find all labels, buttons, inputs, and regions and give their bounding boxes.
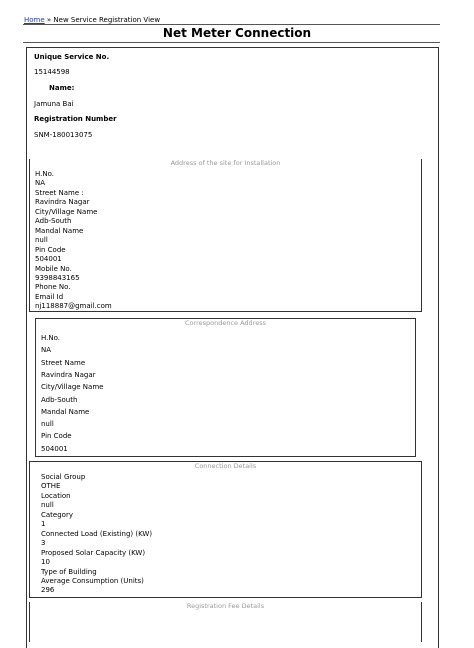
- registration-fee-section: [29, 602, 422, 642]
- field-line: null: [41, 501, 54, 510]
- connection-legend: Connection Details: [194, 462, 257, 470]
- field-line: Street Name: [41, 358, 86, 367]
- field-line: H.No.: [41, 334, 60, 342]
- field-line: Mandal Name: [35, 226, 84, 235]
- breadcrumb-home-link[interactable]: Home: [24, 16, 45, 24]
- field-line: 9398843165: [35, 273, 80, 282]
- field-line: OTHE: [41, 482, 61, 491]
- field-line: Mobile No.: [35, 264, 72, 273]
- field-line: H.No.: [35, 170, 54, 178]
- unique-service-label: Unique Service No.: [34, 53, 110, 61]
- field-line: City/Village Name: [35, 207, 98, 216]
- field-line: Adb-South: [35, 217, 72, 226]
- field-line: Phone No.: [35, 283, 71, 292]
- field-line: City/Village Name: [41, 383, 104, 392]
- name-label: Name:: [49, 84, 75, 92]
- field-line: nj118887@gmail.com: [35, 302, 112, 311]
- field-line: Ravindra Nagar: [41, 370, 96, 379]
- field-line: Connected Load (Existing) (KW): [41, 529, 153, 538]
- breadcrumb-current: New Service Registration View: [53, 16, 161, 24]
- field-line: Social Group: [41, 473, 86, 481]
- field-line: 10: [41, 558, 50, 567]
- field-line: Average Consumption (Units): [41, 576, 144, 585]
- registration-number-value: SNM-180013075: [34, 131, 93, 139]
- unique-service-value: 15144598: [34, 68, 70, 76]
- field-line: NA: [41, 346, 52, 355]
- name-value: Jamuna Bai: [34, 100, 74, 108]
- title-divider: [23, 42, 440, 43]
- site-address-section: [29, 159, 422, 312]
- page-title: Net Meter Connection: [162, 26, 312, 40]
- field-line: Email Id: [35, 292, 64, 301]
- field-line: Proposed Solar Capacity (KW): [41, 548, 146, 557]
- field-line: 504001: [35, 255, 62, 264]
- registration-fee-legend: Registration Fee Details: [186, 602, 265, 610]
- field-line: Category: [41, 510, 73, 519]
- breadcrumb-separator: »: [44, 16, 54, 24]
- field-line: Type of Building: [41, 567, 97, 576]
- correspondence-legend: Correspondence Address: [185, 319, 266, 327]
- field-line: 296: [41, 586, 55, 595]
- field-line: Location: [41, 491, 71, 500]
- field-line: Street Name :: [35, 188, 84, 197]
- field-line: null: [41, 420, 54, 429]
- field-line: 1: [41, 520, 46, 529]
- field-line: 3: [41, 539, 46, 548]
- field-line: NA: [35, 179, 46, 188]
- field-line: null: [35, 236, 48, 245]
- field-line: Adb-South: [41, 395, 78, 404]
- field-line: Ravindra Nagar: [35, 198, 90, 207]
- field-line: Mandal Name: [41, 407, 90, 416]
- field-line: Pin Code: [35, 245, 66, 254]
- site-address-legend: Address of the site for Installation: [170, 159, 281, 167]
- field-line: Pin Code: [41, 432, 72, 441]
- registration-number-label: Registration Number: [34, 115, 117, 123]
- field-line: 504001: [41, 444, 68, 453]
